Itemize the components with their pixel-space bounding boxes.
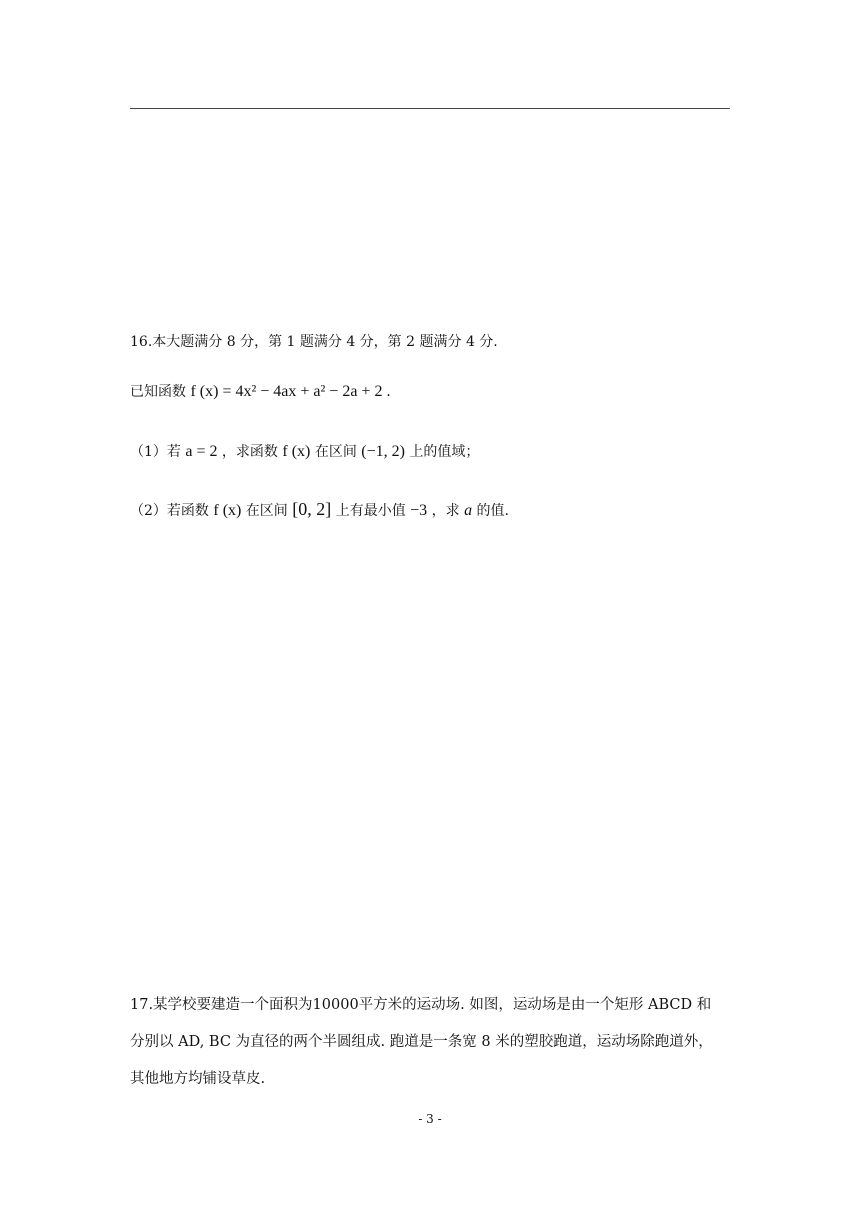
q16-part2-min-value: −3 [410,502,428,519]
q16-part1-suffix: 上的值域； [404,444,480,460]
q16-part2-text-a: 在区间 [241,503,293,519]
q16-heading: 16.本大题满分 8 分，第 1 题满分 4 分，第 2 题满分 4 分. [130,334,498,350]
q17-line-3: 其他地方均铺设草皮. [130,1071,266,1087]
q17-line-2: 分别以 AD, BC 为直径的两个半圆组成. 跑道是一条宽 8 米的塑胶跑道，运动场除跑道外， [130,1034,713,1050]
q16-stem-prefix: 已知函数 [130,384,191,400]
q16-part1-interval: (−1, 2) [361,443,405,460]
page-number: - 3 - [418,1112,442,1126]
q16-part1-text-a: ，求函数 [217,444,283,460]
q16-part1-function: f (x) [282,443,311,460]
q16-part2-prefix: （2）若函数 [130,503,214,519]
q16-part2-text-b: 上有最小值 [331,503,411,519]
q16-part1-condition: a = 2 [185,443,218,460]
header-rule [130,108,730,109]
q17-line-1: 17.某学校要建造一个面积为10000平方米的运动场. 如图，运动场是由一个矩形 ABCD 和 [130,997,712,1013]
q16-part2-interval: [0, 2] [292,499,332,519]
q16-part1-prefix: （1）若 [130,444,186,460]
q16-stem [130,382,390,402]
q16-part2-suffix: 的值. [472,503,509,519]
q16-function-formula: f (x) = 4x² − 4ax + a² − 2a + 2 . [190,383,391,400]
q16-part2-function: f (x) [213,502,242,519]
q16-part2-variable: a [464,502,473,519]
q16-part2 [130,499,509,521]
q16-part1-text-b: 在区间 [310,444,362,460]
q16-part2-text-c: ，求 [427,503,465,519]
q16-part1 [130,442,479,462]
